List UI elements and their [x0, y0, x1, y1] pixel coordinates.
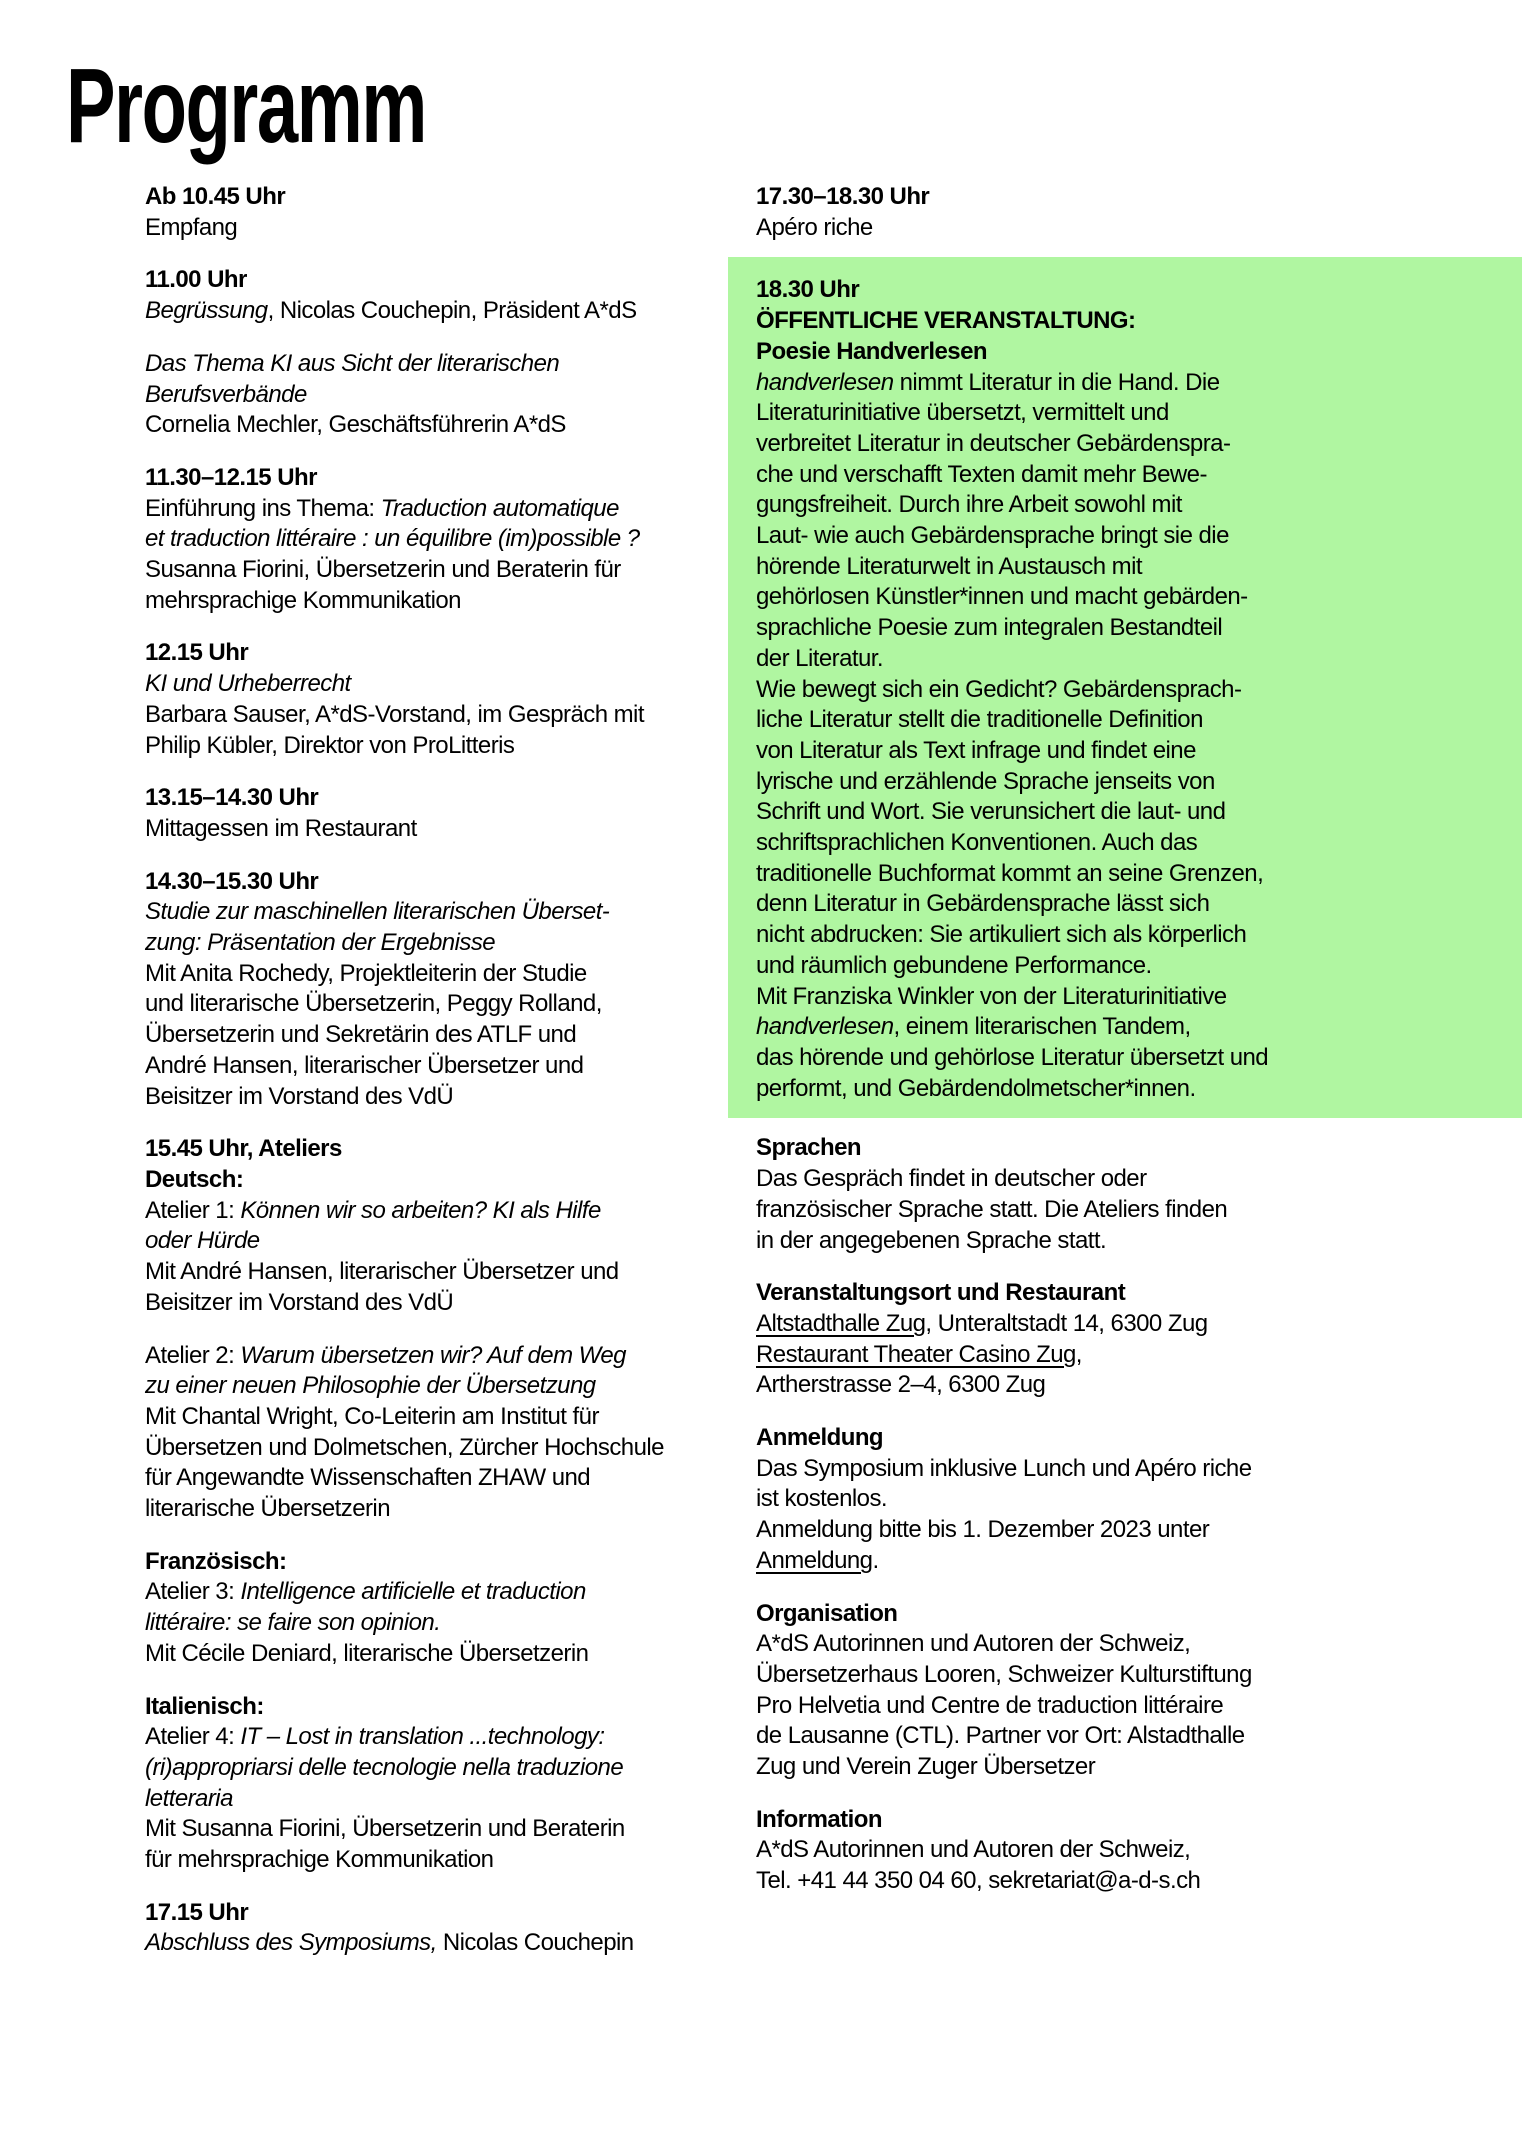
text-run: hörende Literaturwelt in Austausch mit — [756, 552, 1142, 580]
text-run: , — [1075, 1340, 1082, 1368]
text-run: 13.15–14.30 Uhr — [145, 784, 319, 812]
text-run: 11.30–12.15 Uhr — [145, 463, 317, 491]
text-line — [756, 213, 1522, 244]
text-run: Warum übersetzen wir? Auf dem Weg — [240, 1341, 626, 1369]
text-line — [145, 1577, 729, 1608]
slot-thema-ki — [145, 349, 729, 441]
text-run: Laut- wie auch Gebärdensprache bringt sie die — [756, 522, 1229, 550]
text-run: Atelier 2: — [145, 1341, 241, 1369]
text-line — [756, 644, 1522, 675]
text-line — [756, 460, 1522, 491]
text-run: Mit Franziska Winkler von der Literaturinitiative — [756, 982, 1227, 1010]
text-line — [145, 1051, 729, 1082]
text-run: Atelier 3: — [145, 1578, 241, 1606]
text-run: Studie zur maschinellen literarischen Überset- — [145, 898, 610, 926]
text-line — [145, 1371, 729, 1402]
text-line — [145, 1288, 729, 1319]
text-run: Poesie Handverlesen — [756, 337, 988, 365]
text-line — [756, 490, 1522, 521]
text-line — [145, 1226, 729, 1257]
text-line — [756, 767, 1522, 798]
text-line — [145, 265, 729, 296]
page-title: Programm — [66, 47, 426, 165]
text-run: Mit Susanna Fiorini, Übersetzerin und Beraterin — [145, 1815, 625, 1843]
text-line — [145, 1845, 729, 1876]
text-run: Begrüssung — [145, 297, 268, 325]
text-line — [145, 1928, 729, 1959]
text-line — [756, 306, 1522, 337]
text-line — [145, 669, 729, 700]
text-line — [756, 1278, 1522, 1309]
text-run: Mit Anita Rochedy, Projektleiterin der Studie — [145, 959, 587, 987]
text-line — [756, 1752, 1522, 1783]
text-line — [145, 1341, 729, 1372]
text-run: und literarische Übersetzerin, Peggy Rolland, — [145, 990, 602, 1018]
text-run: sprachliche Poesie zum integralen Bestandteil — [756, 614, 1223, 642]
text-run: und räumlich gebundene Performance. — [756, 951, 1152, 979]
text-line — [145, 296, 729, 327]
text-line — [756, 1164, 1522, 1195]
text-line — [145, 1722, 729, 1753]
slot-atelier-4 — [145, 1692, 729, 1876]
text-run: de Lausanne (CTL). Partner vor Ort: Alstadthalle — [756, 1722, 1245, 1750]
text-line — [145, 1463, 729, 1494]
info-organisation — [756, 1599, 1522, 1783]
text-line — [756, 398, 1522, 429]
text-run: KI und Urheberrecht — [145, 670, 351, 698]
text-run: . — [872, 1546, 879, 1574]
text-line — [756, 1515, 1522, 1546]
text-run: Anmeldung — [756, 1424, 884, 1452]
text-run: Apéro riche — [756, 213, 873, 241]
text-run: ist kostenlos. — [756, 1485, 888, 1513]
text-line — [145, 1494, 729, 1525]
text-line — [756, 1195, 1522, 1226]
text-run: Wie bewegt sich ein Gedicht? Gebärdensprach- — [756, 675, 1242, 703]
text-line — [145, 959, 729, 990]
text-run: IT – Lost in translation ...technology: — [240, 1723, 605, 1751]
text-run: littéraire: se faire son opinion. — [145, 1609, 441, 1637]
text-line — [145, 1196, 729, 1227]
text-run: Das Gespräch findet in deutscher oder — [756, 1165, 1147, 1193]
info-sprachen — [756, 1133, 1522, 1256]
text-run: Mit André Hansen, literarischer Übersetzer und — [145, 1258, 619, 1286]
text-line — [145, 349, 729, 380]
slot-1430-studie — [145, 867, 729, 1113]
text-run: Atelier 4: — [145, 1723, 241, 1751]
text-line — [145, 524, 729, 555]
text-run: für Angewandte Wissenschaften ZHAW und — [145, 1464, 591, 1492]
text-line — [756, 1309, 1522, 1340]
text-line — [145, 213, 729, 244]
text-line — [756, 797, 1522, 828]
text-run: zu einer neuen Philosophie der Übersetzung — [145, 1372, 596, 1400]
link-altstadthalle-zug[interactable]: Altstadthalle Zug — [756, 1309, 926, 1337]
text-run: in der angegebenen Sprache statt. — [756, 1226, 1107, 1254]
text-run: lyrische und erzählende Sprache jenseits von — [756, 767, 1215, 795]
text-run: 14.30–15.30 Uhr — [145, 867, 319, 895]
text-line — [756, 828, 1522, 859]
text-line — [756, 1226, 1522, 1257]
text-line — [756, 1866, 1522, 1897]
text-run: Beisitzer im Vorstand des VdÜ — [145, 1288, 454, 1316]
text-line — [145, 638, 729, 669]
text-run: nicht abdrucken: Sie artikuliert sich als körperlich — [756, 921, 1247, 949]
text-run: der Literatur. — [756, 644, 884, 672]
text-line — [756, 675, 1522, 706]
text-run: liche Literatur stellt die traditionelle Definition — [756, 706, 1203, 734]
text-run: oder Hürde — [145, 1227, 260, 1255]
text-line — [756, 1660, 1522, 1691]
slot-1130-einfuehrung — [145, 463, 729, 617]
text-line — [756, 1599, 1522, 1630]
text-line — [145, 1134, 729, 1165]
text-line — [756, 1454, 1522, 1485]
text-line — [756, 552, 1522, 583]
text-run: che und verschafft Texten damit mehr Bewe- — [756, 460, 1207, 488]
text-line — [145, 867, 729, 898]
text-line — [145, 1692, 729, 1723]
text-run: Übersetzerhaus Looren, Schweizer Kulturstiftung — [756, 1660, 1252, 1688]
text-line — [145, 380, 729, 411]
text-run: für mehrsprachige Kommunikation — [145, 1846, 494, 1874]
text-run: traditionelle Buchformat kommt an seine Grenzen, — [756, 859, 1264, 887]
text-run: Anmeldung bitte bis 1. Dezember 2023 unter — [756, 1516, 1210, 1544]
slot-1545-atelier-1 — [145, 1134, 729, 1318]
text-run: , einem literarischen Tandem, — [893, 1013, 1191, 1041]
text-run: Das Symposium inklusive Lunch und Apéro riche — [756, 1454, 1252, 1482]
text-run: 12.15 Uhr — [145, 639, 249, 667]
text-run: Einführung ins Thema: — [145, 494, 381, 522]
text-run: A*dS Autorinnen und Autoren der Schweiz, — [756, 1836, 1191, 1864]
text-line — [756, 1721, 1522, 1752]
slot-atelier-2 — [145, 1341, 729, 1525]
text-line — [756, 705, 1522, 736]
slot-1730-apero — [756, 182, 1522, 243]
text-run: Französisch: — [145, 1547, 287, 1575]
text-run: schriftsprachlichen Konventionen. Auch das — [756, 829, 1198, 857]
text-line — [756, 1043, 1522, 1074]
text-line — [756, 920, 1522, 951]
text-run: Schrift und Wort. Sie verunsichert die laut- und — [756, 798, 1226, 826]
text-line — [145, 1165, 729, 1196]
text-line — [145, 463, 729, 494]
text-line — [756, 951, 1522, 982]
text-line — [756, 1546, 1522, 1577]
text-line — [145, 814, 729, 845]
text-line — [756, 1340, 1522, 1371]
text-run: handverlesen — [756, 1013, 894, 1041]
text-run: A*dS Autorinnen und Autoren der Schweiz, — [756, 1630, 1191, 1658]
text-run: gehörlosen Künstler*innen und macht gebärden- — [756, 583, 1248, 611]
text-line — [756, 1805, 1522, 1836]
text-run: Barbara Sauser, A*dS-Vorstand, im Gespräch mit — [145, 700, 644, 728]
text-line — [145, 586, 729, 617]
text-run: gungsfreiheit. Durch ihre Arbeit sowohl mit — [756, 491, 1182, 519]
text-run: Sprachen — [756, 1134, 861, 1162]
text-line — [145, 1608, 729, 1639]
text-run: Susanna Fiorini, Übersetzerin und Beraterin für — [145, 556, 621, 584]
text-run: zung: Präsentation der Ergebnisse — [145, 929, 496, 957]
text-line — [756, 1133, 1522, 1164]
text-run: Abschluss des Symposiums, — [145, 1929, 437, 1957]
text-run: Veranstaltungsort und Restaurant — [756, 1279, 1126, 1307]
text-run: mehrsprachige Kommunikation — [145, 586, 461, 614]
text-run: Traduction automatique — [380, 494, 619, 522]
text-run: Deutsch: — [145, 1165, 244, 1193]
text-run: Das Thema KI aus Sicht der literarischen — [145, 349, 560, 377]
text-line — [145, 1257, 729, 1288]
text-line — [145, 555, 729, 586]
text-line — [756, 859, 1522, 890]
text-line — [756, 1691, 1522, 1722]
text-line — [145, 182, 729, 213]
text-line — [145, 1898, 729, 1929]
text-line — [145, 700, 729, 731]
text-run: Beisitzer im Vorstand des VdÜ — [145, 1082, 454, 1110]
text-run: Information — [756, 1805, 882, 1833]
text-run: André Hansen, literarischer Übersetzer und — [145, 1051, 584, 1079]
text-line — [145, 1020, 729, 1051]
text-run: handverlesen — [756, 368, 894, 396]
info-veranstaltungsort — [756, 1278, 1522, 1401]
text-run: Mittagessen im Restaurant — [145, 814, 417, 842]
text-run: Zug und Verein Zuger Übersetzer — [756, 1753, 1096, 1781]
text-line — [756, 982, 1522, 1013]
text-line — [145, 1402, 729, 1433]
text-run: Nicolas Couchepin — [436, 1929, 634, 1957]
slot-1100-begruessung — [145, 265, 729, 326]
text-run: Übersetzerin und Sekretärin des ATLF und — [145, 1021, 577, 1049]
text-run: von Literatur als Text infrage und findet eine — [756, 736, 1196, 764]
text-line — [145, 897, 729, 928]
text-line — [756, 1629, 1522, 1660]
text-run: Berufsverbände — [145, 380, 307, 408]
text-run: Atelier 1: — [145, 1196, 241, 1224]
text-run: performt, und Gebärdendolmetscher*innen. — [756, 1074, 1196, 1102]
text-run: literarische Übersetzerin — [145, 1495, 391, 1523]
text-line — [756, 368, 1522, 399]
text-run: Ab 10.45 Uhr — [145, 183, 286, 210]
text-run: ÖFFENTLICHE VERANSTALTUNG: — [756, 307, 1136, 335]
text-line — [145, 1433, 729, 1464]
text-run: Übersetzen und Dolmetschen, Zürcher Hochschule — [145, 1433, 664, 1461]
text-run: Mit Cécile Deniard, literarische Übersetzerin — [145, 1639, 589, 1667]
text-line — [756, 1012, 1522, 1043]
text-line — [756, 1370, 1522, 1401]
slot-1715-abschluss — [145, 1898, 729, 1959]
text-line — [756, 275, 1522, 306]
text-run: Können wir so arbeiten? KI als Hilfe — [240, 1196, 601, 1224]
text-run: 17.30–18.30 Uhr — [756, 183, 930, 210]
text-run: 17.15 Uhr — [145, 1898, 249, 1926]
text-run: französischer Sprache statt. Die Ateliers finden — [756, 1195, 1228, 1223]
text-line — [145, 410, 729, 441]
text-run: Cornelia Mechler, Geschäftsführerin A*dS — [145, 411, 566, 439]
text-line — [145, 1639, 729, 1670]
text-run: verbreitet Literatur in deutscher Gebärdenspra- — [756, 429, 1231, 457]
slot-1315-mittagessen — [145, 783, 729, 844]
text-run: 11.00 Uhr — [145, 266, 247, 294]
text-line — [756, 613, 1522, 644]
text-run: das hörende und gehörlose Literatur übersetzt und — [756, 1043, 1269, 1071]
text-line — [756, 1074, 1522, 1105]
slot-atelier-3 — [145, 1547, 729, 1670]
text-run: denn Literatur in Gebärdensprache lässt sich — [756, 890, 1210, 918]
text-line — [145, 1547, 729, 1578]
text-run: Italienisch: — [145, 1692, 264, 1720]
slot-1045-empfang — [145, 182, 729, 243]
text-run: 18.30 Uhr — [756, 276, 860, 304]
text-line — [145, 1082, 729, 1113]
text-line — [756, 521, 1522, 552]
slot-1215-urheberrecht — [145, 638, 729, 761]
text-line — [145, 1814, 729, 1845]
text-line — [756, 1835, 1522, 1866]
text-run: Literaturinitiative übersetzt, vermittelt und — [756, 399, 1169, 427]
link-restaurant-theater-casino-zug[interactable]: Restaurant Theater Casino Zug — [756, 1340, 1076, 1368]
text-line — [145, 731, 729, 762]
text-line — [756, 736, 1522, 767]
link-anmeldung[interactable]: Anmeldung — [756, 1546, 873, 1574]
text-run: nimmt Literatur in die Hand. Die — [893, 368, 1220, 396]
text-line — [756, 889, 1522, 920]
text-run: et traduction littéraire : un équilibre (im)possible ? — [145, 525, 640, 553]
text-run: Tel. +41 44 350 04 60, sekretariat@a-d-s.ch — [756, 1867, 1201, 1895]
slot-1830-poesie-handverlesen — [728, 257, 1522, 1118]
details-column — [756, 182, 1522, 1897]
text-run: letteraria — [145, 1784, 233, 1812]
text-line — [756, 337, 1522, 368]
text-line — [145, 928, 729, 959]
text-run: , Nicolas Couchepin, Präsident A*dS — [267, 297, 637, 325]
info-anmeldung — [756, 1423, 1522, 1577]
text-run: Artherstrasse 2–4, 6300 Zug — [756, 1371, 1046, 1399]
text-run: , Unteraltstadt 14, 6300 Zug — [925, 1309, 1208, 1337]
text-run: Organisation — [756, 1599, 898, 1627]
text-line — [145, 494, 729, 525]
text-run: Intelligence artificielle et traduction — [240, 1578, 586, 1606]
text-line — [145, 1784, 729, 1815]
text-run: Pro Helvetia und Centre de traduction littéraire — [756, 1691, 1224, 1719]
text-run: (ri)appropriarsi delle tecnologie nella traduzione — [145, 1753, 624, 1781]
text-line — [756, 582, 1522, 613]
text-run: Empfang — [145, 213, 238, 241]
text-line — [145, 1753, 729, 1784]
text-line — [145, 783, 729, 814]
text-line — [756, 1423, 1522, 1454]
text-line — [145, 989, 729, 1020]
text-run: Philip Kübler, Direktor von ProLitteris — [145, 731, 515, 759]
text-run: Mit Chantal Wright, Co-Leiterin am Institut für — [145, 1402, 599, 1430]
text-line — [756, 1484, 1522, 1515]
info-information — [756, 1805, 1522, 1897]
text-run: 15.45 Uhr, Ateliers — [145, 1135, 342, 1163]
schedule-column — [145, 182, 729, 1959]
text-line — [756, 182, 1522, 213]
text-line — [756, 429, 1522, 460]
